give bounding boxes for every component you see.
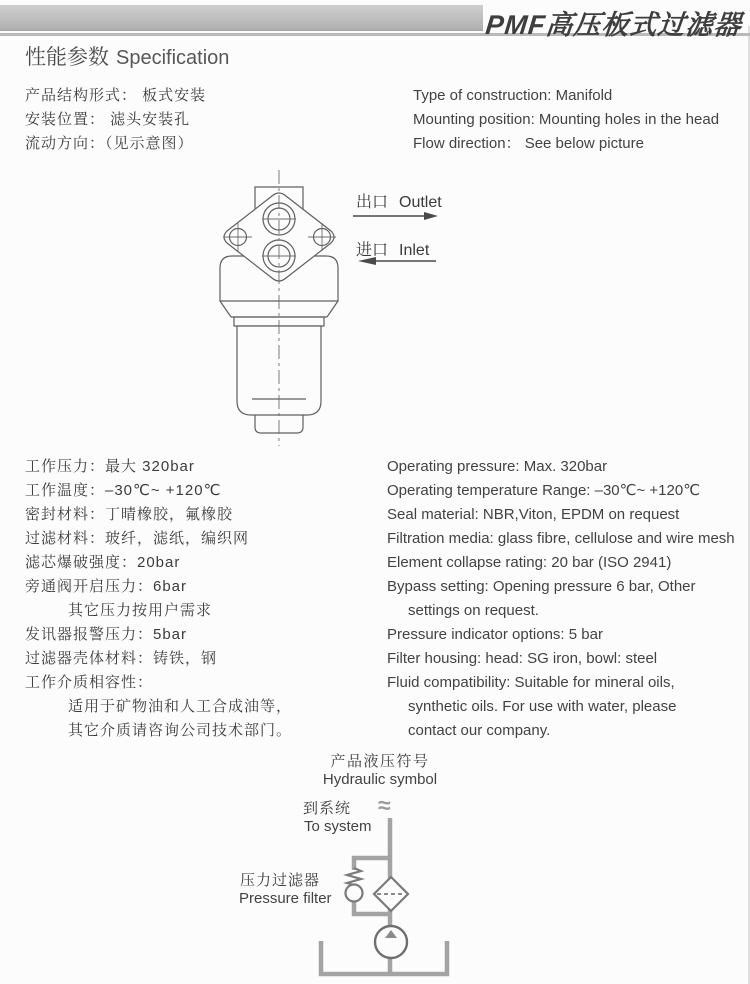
spec-line: 工作温度：–30℃~ +120℃ xyxy=(25,482,222,499)
collar-right-edge xyxy=(327,301,338,317)
spec-line: Operating temperature Range: –30℃~ +120℃ xyxy=(387,482,701,499)
spec-line: Type of construction: Manifold xyxy=(413,87,613,104)
hydraulic-title-en: Hydraulic symbol xyxy=(322,771,438,788)
header-bar xyxy=(0,5,483,31)
spec-line: 工作压力：最大 320bar xyxy=(25,458,195,475)
pressure-filter-label-zh: 压力过滤器 xyxy=(240,872,321,889)
collar-left-edge xyxy=(220,301,231,317)
spec-line: synthetic oils. For use with water, please xyxy=(408,698,677,715)
mid-specs-chinese xyxy=(25,455,292,743)
top-specs-english xyxy=(413,84,719,156)
spec-line: Element collapse rating: 20 bar (ISO 2941) xyxy=(387,554,672,571)
spec-line: Filter housing: head: SG iron, bowl: steel xyxy=(387,650,658,667)
spec-line: contact our company. xyxy=(408,722,551,739)
spec-line: 发讯器报警压力：5bar xyxy=(25,626,188,643)
outlet-arrow-icon xyxy=(424,212,438,220)
spec-line: Fluid compatibility: Suitable for mineral oils, xyxy=(387,674,675,691)
spec-line: Operating pressure: Max. 320bar xyxy=(387,458,608,475)
spec-line: 流动方向：（见示意图） xyxy=(25,135,194,152)
to-system-label-zh: 到系统 xyxy=(303,800,352,817)
spec-line: 产品结构形式： 板式安装 xyxy=(25,87,207,104)
inlet-label xyxy=(356,237,429,260)
hydraulic-circuit-diagram xyxy=(305,812,455,982)
pipe-break-symbol: ≈ xyxy=(378,792,391,818)
outlet-label xyxy=(356,189,442,212)
hydraulic-title-zh: 产品液压符号 xyxy=(330,753,430,770)
page-header-title: PMF高压板式过滤器 xyxy=(484,10,744,40)
spec-line: 其它介质请咨询公司技术部门。 xyxy=(68,722,293,739)
outlet-label-zh: 出口 xyxy=(356,194,389,211)
spec-line: 过滤材料：玻纤，滤纸，编织网 xyxy=(25,530,250,547)
spec-line: Filtration media: glass fibre, cellulose and wire mesh xyxy=(387,530,735,547)
spec-line: Mounting position: Mounting holes in the head xyxy=(413,111,720,128)
outlet-label-en: Outlet xyxy=(399,194,442,211)
section-heading-en: Specification xyxy=(116,47,230,69)
spec-line: settings on request. xyxy=(408,602,539,619)
spec-line: 工作介质相容性： xyxy=(25,674,154,691)
to-system-label-en: To system xyxy=(304,818,372,835)
bypass-pipe-top xyxy=(354,858,390,870)
spec-line: 过滤器壳体材料：铸铁，钢 xyxy=(25,650,218,667)
spring-icon xyxy=(347,868,361,885)
spec-line: Seal material: NBR,Viton, EPDM on request xyxy=(387,506,680,523)
section-heading xyxy=(25,41,229,71)
inlet-label-zh: 进口 xyxy=(356,242,389,259)
mid-specs-english xyxy=(387,455,735,743)
spec-line: Pressure indicator options: 5 bar xyxy=(387,626,603,643)
spec-line: 旁通阀开启压力：6bar xyxy=(25,578,188,595)
spec-line: Flow direction： See below picture xyxy=(413,135,644,152)
pressure-filter-label-en: Pressure filter xyxy=(239,890,332,907)
spec-line: Bypass setting: Opening pressure 6 bar, Other xyxy=(387,578,696,595)
inlet-label-en: Inlet xyxy=(399,242,430,259)
spec-line: 安装位置： 滤头安装孔 xyxy=(25,111,191,128)
spec-line: 密封材料：丁晴橡胶，氟橡胶 xyxy=(25,506,234,523)
check-valve-icon xyxy=(346,885,363,902)
top-specs-chinese xyxy=(25,84,206,156)
spec-line: 滤芯爆破强度：20bar xyxy=(25,554,181,571)
spec-line: 适用于矿物油和人工合成油等， xyxy=(68,698,293,715)
section-heading-zh: 性能参数 xyxy=(25,46,109,69)
spec-line: 其它压力按用户需求 xyxy=(68,602,213,619)
